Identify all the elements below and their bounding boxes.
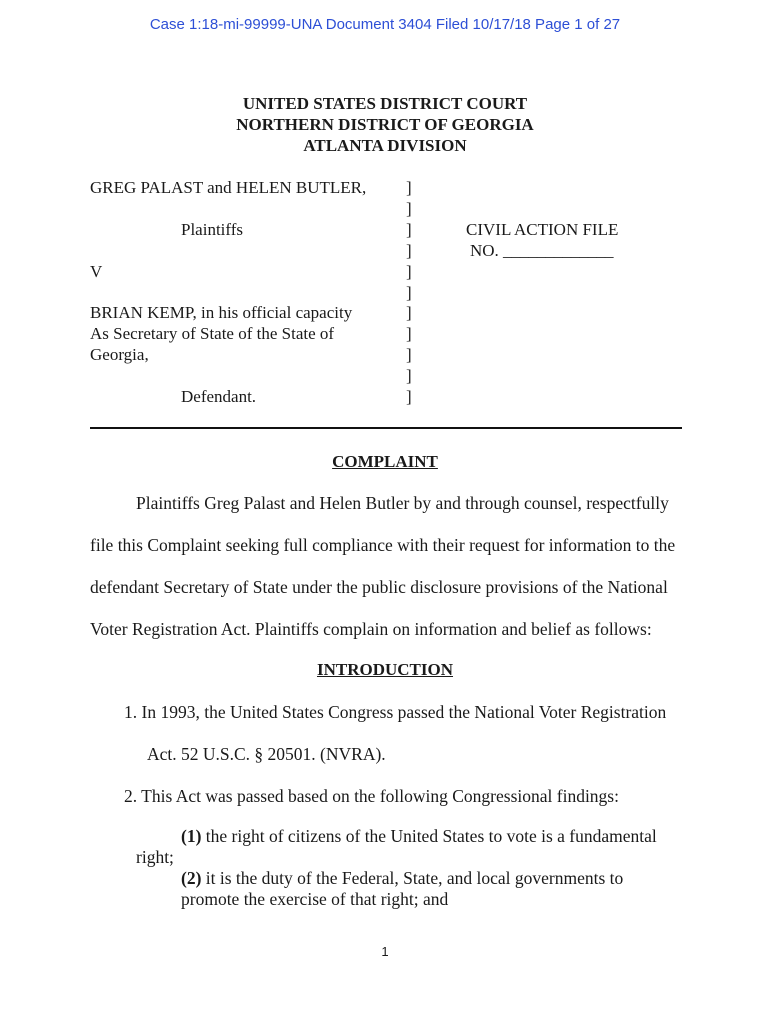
caption-bracket: ] [406, 345, 412, 364]
intro-item-1: 1. In 1993, the United States Congress passed the National Voter Registration [124, 702, 667, 722]
caption-bracket: ] [406, 324, 412, 343]
plaintiffs-names: GREG PALAST and HELEN BUTLER, [90, 178, 367, 197]
defendant-label: Defendant. [181, 387, 257, 406]
intro-item-2: 2. This Act was passed based on the following Congressional findings: [124, 786, 619, 806]
civil-action-label: CIVIL ACTION FILE [466, 220, 619, 239]
court-name-line2: NORTHERN DISTRICT OF GEORGIA [236, 115, 534, 134]
caption-bracket: ] [406, 178, 412, 197]
finding-1-text: the right of citizens of the United States to vote is a fundamental [201, 826, 657, 846]
complaint-line: defendant Secretary of State under the public disclosure provisions of the National [90, 577, 668, 597]
defendant-line1: BRIAN KEMP, in his official capacity [90, 303, 353, 322]
complaint-heading: COMPLAINT [332, 452, 438, 471]
caption-divider [90, 427, 682, 429]
court-name-line3: ATLANTA DIVISION [303, 136, 467, 155]
caption-bracket: ] [406, 220, 412, 239]
versus: V [90, 262, 103, 281]
defendant-line2: As Secretary of State of the State of [90, 324, 335, 343]
file-number: NO. _____________ [470, 241, 614, 260]
plaintiffs-label: Plaintiffs [181, 220, 244, 239]
introduction-heading: INTRODUCTION [316, 660, 454, 679]
finding-2-cont: promote the exercise of that right; and [181, 889, 449, 909]
finding-2-number: (2) [181, 868, 202, 888]
caption-bracket: ] [406, 303, 412, 322]
caption-bracket: ] [406, 366, 412, 385]
finding-2 [181, 868, 623, 889]
caption-bracket: ] [406, 262, 412, 281]
case-header: Case 1:18-mi-99999-UNA Document 3404 Filed 10/17/18 Page 1 of 27 [149, 16, 621, 33]
court-name-line1: UNITED STATES DISTRICT COURT [242, 94, 528, 113]
complaint-line: Plaintiffs Greg Palast and Helen Butler by and through counsel, respectfully [136, 493, 669, 513]
page-number: 1 [381, 944, 389, 959]
finding-2-text: it is the duty of the Federal, State, and local governments to [201, 868, 624, 888]
intro-item-1-cont: Act. 52 U.S.C. § 20501. (NVRA). [147, 744, 386, 764]
defendant-line3: Georgia, [90, 345, 149, 364]
caption-bracket: ] [406, 241, 412, 260]
complaint-line: Voter Registration Act. Plaintiffs complain on information and belief as follows: [90, 619, 652, 639]
caption-bracket: ] [406, 283, 412, 302]
complaint-line: file this Complaint seeking full compliance with their request for information to the [90, 535, 676, 555]
finding-1-number: (1) [181, 826, 202, 846]
caption-bracket: ] [406, 387, 412, 406]
caption-bracket: ] [406, 199, 412, 218]
finding-1 [181, 826, 657, 847]
finding-1-cont: right; [136, 847, 174, 867]
